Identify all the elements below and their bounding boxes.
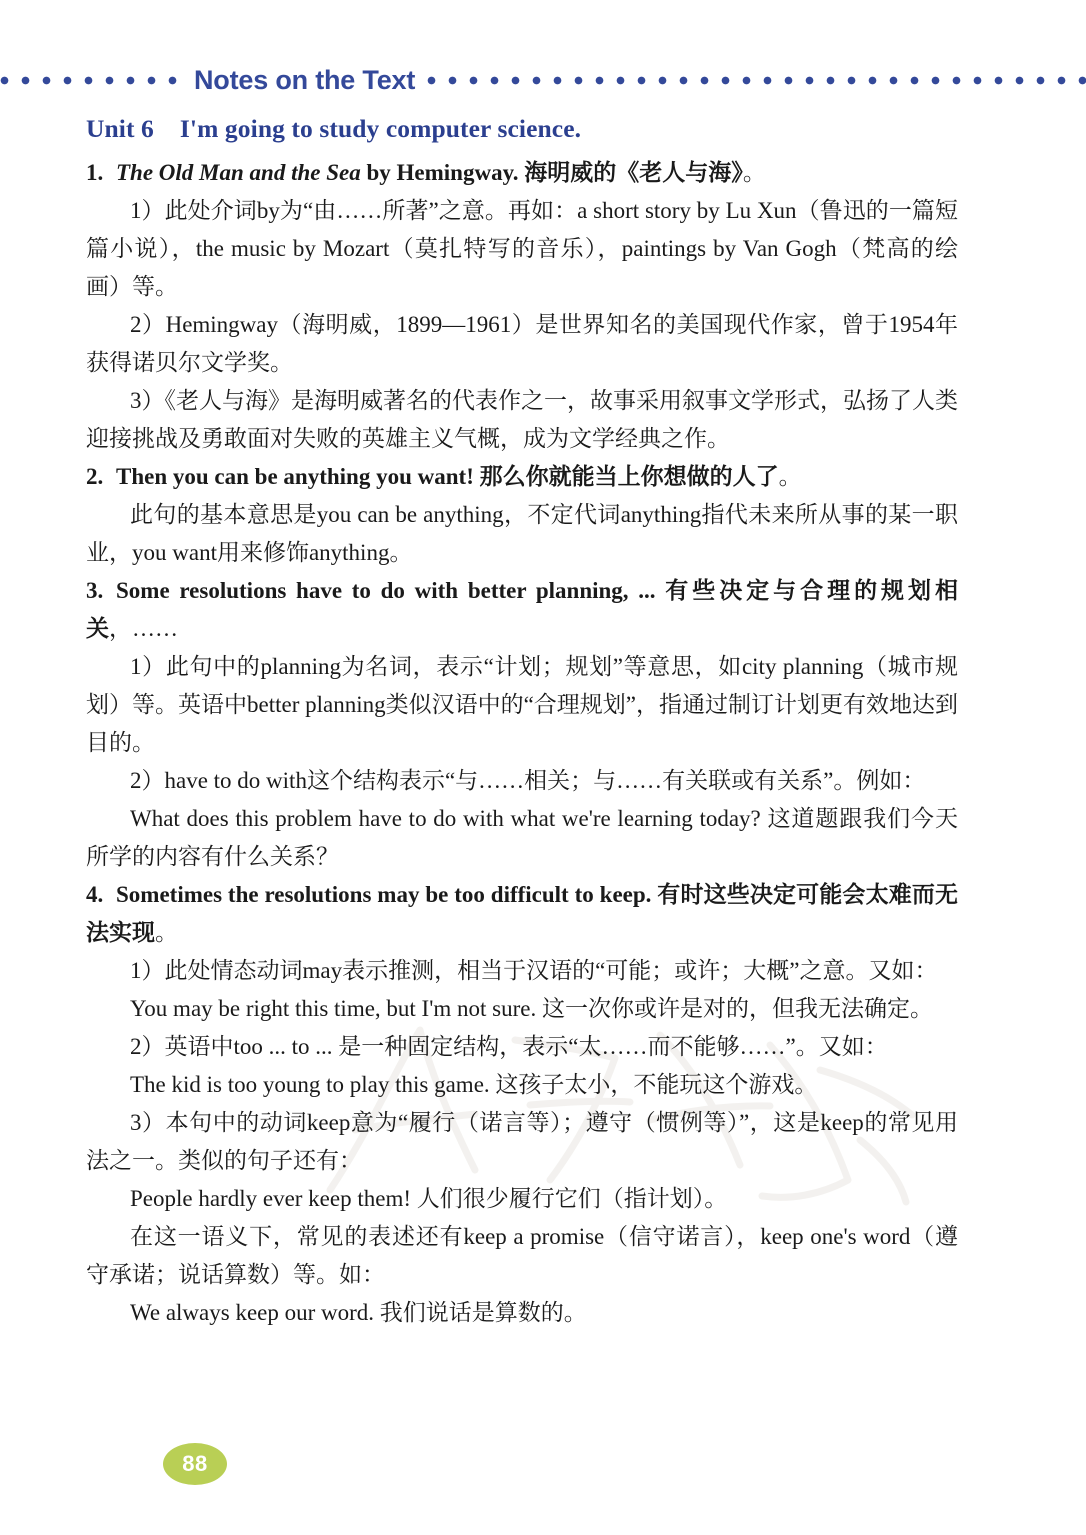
running-head-title: Notes on the Text [194, 64, 416, 95]
note-paragraph: 2）英语中too ... to ... 是一种固定结构，表示“太……而不能够……”。又如： [130, 1034, 888, 1059]
note-headword-rest: Then you can be anything you want! 那么你就能当上你想做的人了 [116, 464, 779, 489]
note-entry-headword [86, 154, 958, 192]
note-number: 4. [86, 882, 104, 907]
note-headword-rest: Some resolutions have to do with better planning, ... 有些决定与合理的规划相关 [86, 578, 958, 641]
note-paragraph: 1）此处情态动词may表示推测，相当于汉语的“可能；或许；大概”之意。又如： [130, 958, 938, 983]
unit-number: Unit 6 [86, 114, 154, 143]
note-example: We always keep our word. 我们说话是算数的。 [130, 1300, 587, 1325]
note-paragraph: 1）此处介词by为“由……所著”之意。再如：a short story by Lu Xun（鲁迅的一篇短篇小说），the music by Mozart（莫扎特写的音乐），paintings by Van Gogh（梵高的绘画）等。 [86, 198, 958, 299]
dot-rule-left-icon [0, 76, 186, 85]
note-example: What does this problem have to do with what we're learning today? 这道题跟我们今天所学的内容有什么关系？ [86, 806, 958, 869]
note-headword-rest: by Hemingway. 海明威的《老人与海》 [360, 160, 743, 185]
note-headword-italic: The Old Man and the Sea [116, 160, 361, 185]
page-content [86, 112, 958, 1332]
note-entry-headword [86, 876, 958, 952]
note-example: People hardly ever keep them! 人们很少履行它们（指计划）。 [130, 1186, 728, 1211]
note-headword-tail: 。 [742, 160, 766, 185]
note-paragraph: 1）此句中的planning为名词，表示“计划；规划”等意思，如city planning（城市规划）等。英语中better planning类似汉语中的“合理规划”，指通过制订计划更有效地达到目的。 [86, 654, 959, 755]
running-head [0, 58, 1086, 102]
note-paragraph: 2）have to do with这个结构表示“与……相关；与……有关联或有关系”。例如： [130, 768, 926, 793]
note-paragraph: 3）《老人与海》是海明威著名的代表作之一，故事采用叙事文学形式，弘扬了人类迎接挑战及勇敢面对失败的英雄主义气概，成为文学经典之作。 [86, 388, 958, 451]
note-number: 1. [86, 160, 104, 185]
note-example: The kid is too young to play this game. 这孩子太小，不能玩这个游戏。 [130, 1072, 818, 1097]
unit-title [86, 112, 958, 146]
page-number: 88 [182, 1451, 208, 1476]
note-number: 2. [86, 464, 104, 489]
dot-rule-right-icon [427, 76, 1086, 85]
note-headword-rest: Sometimes the resolutions may be too difficult to keep. 有时这些决定可能会太难而无法实现 [86, 882, 958, 945]
note-number: 3. [86, 578, 104, 603]
note-headword-tail: 。 [778, 464, 802, 489]
note-entry-headword [86, 458, 958, 496]
note-headword-tail: ，…… [109, 616, 178, 641]
note-paragraph: 2）Hemingway（海明威，1899—1961）是世界知名的美国现代作家，曾于1954年获得诺贝尔文学奖。 [86, 312, 958, 375]
note-headword-tail: 。 [155, 920, 178, 945]
note-paragraph: 3）本句中的动词keep意为“履行（诺言等）；遵守（惯例等）”，这是keep的常见用法之一。类似的句子还有： [86, 1110, 958, 1173]
note-example: You may be right this time, but I'm not sure. 这一次你或许是对的，但我无法确定。 [130, 996, 933, 1021]
unit-title-text: I'm going to study computer science. [179, 114, 582, 143]
note-paragraph: 在这一语义下，常见的表述还有keep a promise（信守诺言），keep one's word（遵守承诺；说话算数）等。如： [86, 1224, 958, 1287]
page-number-badge [163, 1443, 227, 1485]
note-entry-headword [86, 572, 958, 648]
note-paragraph: 此句的基本意思是you can be anything，不定代词anything指代未来所从事的某一职业，you want用来修饰anything。 [86, 502, 958, 565]
